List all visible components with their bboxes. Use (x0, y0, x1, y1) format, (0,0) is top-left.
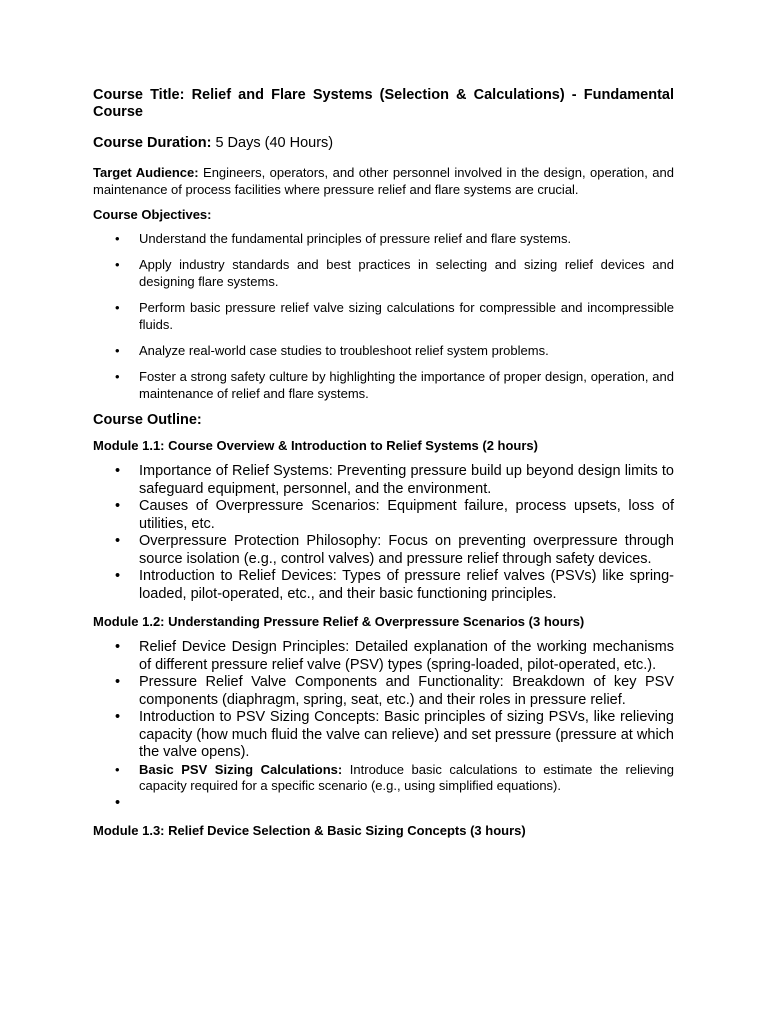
module-heading: Module 1.2: Understanding Pressure Relief & Overpressure Scenarios (3 hours) (93, 614, 585, 629)
empty-list-item (93, 795, 674, 812)
list-item: • Apply industry standards and best practices in selecting and sizing relief devices and designing flare systems. (93, 256, 674, 290)
calc-item-label: Basic PSV Sizing Calculations: (139, 761, 343, 777)
document-page (93, 87, 674, 848)
list-item: • Understand the fundamental principles of pressure relief and flare systems. (93, 230, 674, 247)
module-list (93, 639, 674, 812)
objectives-heading: Course Objectives: (93, 207, 212, 222)
course-duration (93, 134, 674, 152)
target-audience (93, 164, 674, 198)
list-item: • Overpressure Protection Philosophy: Focus on preventing overpressure through source isolation (e.g., control valves) and pressure relief through safety devices. (93, 533, 674, 568)
course-title: Course Title: Relief and Flare Systems (Selection & Calculations) - Fundamental Course (93, 87, 674, 120)
objectives-list (93, 230, 674, 402)
module-heading: Module 1.1: Course Overview & Introduction to Relief Systems (2 hours) (93, 438, 538, 453)
module-heading: Module 1.3: Relief Device Selection & Basic Sizing Concepts (3 hours) (93, 822, 526, 838)
target-audience-value: Engineers, operators, and other personnel involved in the design, operation, and maintenance of process facilities where pressure relief and flare systems are crucial. (93, 165, 674, 197)
list-item: • Importance of Relief Systems: Preventing pressure build up beyond design limits to safeguard equipment, personnel, and the environment. (93, 463, 674, 498)
outline-heading: Course Outline: (93, 412, 202, 428)
list-item: • Relief Device Design Principles: Detailed explanation of the working mechanisms of different pressure relief valve (PSV) types (spring-loaded, pilot-operated, etc.). (93, 639, 674, 674)
list-item: • Introduction to Relief Devices: Types of pressure relief valves (PSVs) like spring-loaded, pilot-operated, etc., and their basic functioning principles. (93, 568, 674, 603)
module-list (93, 463, 674, 603)
course-duration-label: Course Duration: (93, 135, 212, 151)
course-title-value: Relief and Flare Systems (Selection & Calculations) - Fundamental Course (93, 87, 674, 120)
list-item: • Analyze real-world case studies to troubleshoot relief system problems. (93, 342, 674, 359)
list-item: • Pressure Relief Valve Components and Functionality: Breakdown of key PSV components (diaphragm, spring, seat, etc.) and their roles in pressure relief. (93, 674, 674, 709)
calc-item-text: Introduce basic calculations to estimate the relieving capacity required for a specific scenario (e.g., using simplified equations). (139, 761, 674, 793)
list-item: • Causes of Overpressure Scenarios: Equipment failure, process upsets, loss of utilities, etc. (93, 498, 674, 533)
list-item: • Introduction to PSV Sizing Concepts: Basic principles of sizing PSVs, like relieving capacity (how much fluid the valve can relieve) and set pressure (pressure at which the valve opens). (93, 709, 674, 762)
target-audience-label: Target Audience: (93, 165, 199, 180)
list-item (93, 762, 674, 795)
list-item: • Foster a strong safety culture by highlighting the importance of proper design, operation, and maintenance of relief and flare systems. (93, 368, 674, 402)
course-duration-value: 5 Days (40 Hours) (215, 135, 334, 151)
course-title-label: Course Title (93, 87, 180, 103)
list-item: • Perform basic pressure relief valve sizing calculations for compressible and incompressible fluids. (93, 299, 674, 333)
